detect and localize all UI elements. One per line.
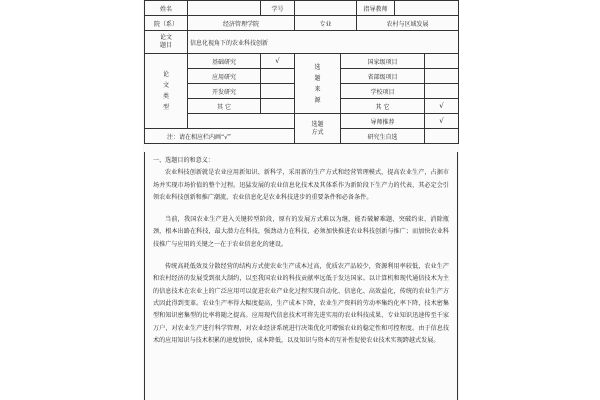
topic-source-option-national: 国家级项目 bbox=[341, 54, 425, 69]
check-note: 注：请在相应栏内画“√” bbox=[145, 129, 295, 144]
purpose-section bbox=[144, 152, 458, 400]
paper-type-option-development: 开发研究 bbox=[188, 84, 261, 99]
paragraph-1: 农业科技创新就是农业应用新知识、新科学，采用新的生产方式和经营管理模式，提高农业生产，占据市场并实现市场价值的整个过程。迅猛发展的农业信息化技术及其体系作为新阶段下生产力的代表，其必定会引领农业科技创新和推广潮流，农业信息化是农业科技进步的重要条件和必备条件。 bbox=[153, 169, 449, 201]
major-label: 专业 bbox=[295, 16, 357, 31]
advisor-label: 指导教师 bbox=[357, 1, 395, 16]
name-value bbox=[188, 1, 261, 16]
paragraph-3: 传统高耗低效及分散经营的结构方式使农业生产成本过高，优质农产品较少，资源利用率较低，农业生产和农村经济的发展受到很大制约，以至我国农业的科技贡献率远低于发达国家。以计算机和现代通信技术为主的信息技术在农业上的广泛应用可以促进农业产业化过程实现自动化、信息化、高效益化，传统的农业生产方式因此得到变革。农业生产率得大幅度提高，生产成本下降，农业生产资料的劳动率集约化率下降，技术密集型和知识密集型的比率将随之提高。应用现代信息技术可将先进实用的农业科技成果、专业知识迅速传至千家万户，对农业生产进行科学管理，对农业经济系统进行决策优化可增强农业的稳定性和可控程度。由于信息技术的应用知识与技术积累的速度加快，成本降低，以及知识与资本的互补性促使农业技术实现跨越式发展。 bbox=[153, 263, 449, 344]
topic-method-option-advisor: 导师推荐 bbox=[341, 114, 425, 129]
topic-title: 信息化视角下的农业科技创新 bbox=[188, 31, 459, 54]
topic-method-option-self: 研究生自选 bbox=[341, 129, 425, 144]
topic-method-check-self[interactable] bbox=[425, 129, 459, 144]
paper-type-check-development[interactable] bbox=[261, 84, 295, 99]
paper-type-option-basic: 基础研究 bbox=[188, 54, 261, 69]
topic-source-option-provincial: 省部级项目 bbox=[341, 69, 425, 84]
topic-source-check-school[interactable] bbox=[425, 84, 459, 99]
proposal-form-page bbox=[144, 0, 458, 400]
info-table bbox=[144, 0, 459, 144]
paper-type-option-applied: 应用研究 bbox=[188, 69, 261, 84]
topic-row bbox=[145, 31, 459, 54]
student-id-value bbox=[295, 1, 357, 16]
topic-label: 论文 题目 bbox=[145, 31, 188, 54]
header-row-1 bbox=[145, 1, 459, 16]
dept-value: 经济管理学院 bbox=[188, 16, 295, 31]
dept-label: 院（系） bbox=[145, 16, 188, 31]
section-heading: 一、选题目的和意义： bbox=[153, 157, 214, 164]
paper-type-option-other: 其 它 bbox=[188, 99, 261, 114]
type-row-5 bbox=[145, 114, 459, 129]
topic-method-check-advisor[interactable]: √ bbox=[425, 114, 459, 129]
topic-source-option-school: 学校项目 bbox=[341, 84, 425, 99]
paragraph-2: 当前，我国农业生产进入关键转型阶段，原有的发展方式难以为继，能否破解难题、突破约束、消除瓶颈，根本出路在科技，最大潜力在科技，强劲动力在科技，必须加快推进农业科技创新与推广；而加快农业科技推广与应用的关键之一在于农业信息化的建设。 bbox=[153, 216, 449, 248]
type-row-1 bbox=[145, 54, 459, 69]
topic-method-label: 选题 方式 bbox=[295, 114, 341, 144]
topic-source-label: 选 题 来 源 bbox=[295, 54, 341, 114]
paper-type-check-basic[interactable]: √ bbox=[261, 54, 295, 69]
paper-type-check-other[interactable] bbox=[261, 99, 295, 114]
paper-type-check-applied[interactable] bbox=[261, 69, 295, 84]
topic-source-option-other: 其 它 bbox=[341, 99, 425, 114]
topic-source-check-other[interactable]: √ bbox=[425, 99, 459, 114]
header-row-2 bbox=[145, 16, 459, 31]
paper-type-label: 论 文 类 型 bbox=[145, 54, 188, 129]
major-value: 农村与区域发展 bbox=[357, 16, 459, 31]
topic-source-check-national[interactable] bbox=[425, 54, 459, 69]
name-label: 姓名 bbox=[145, 1, 188, 16]
student-id-label: 学号 bbox=[261, 1, 295, 16]
advisor-value bbox=[395, 1, 459, 16]
paper-type-blank bbox=[188, 114, 295, 129]
topic-source-check-provincial[interactable] bbox=[425, 69, 459, 84]
